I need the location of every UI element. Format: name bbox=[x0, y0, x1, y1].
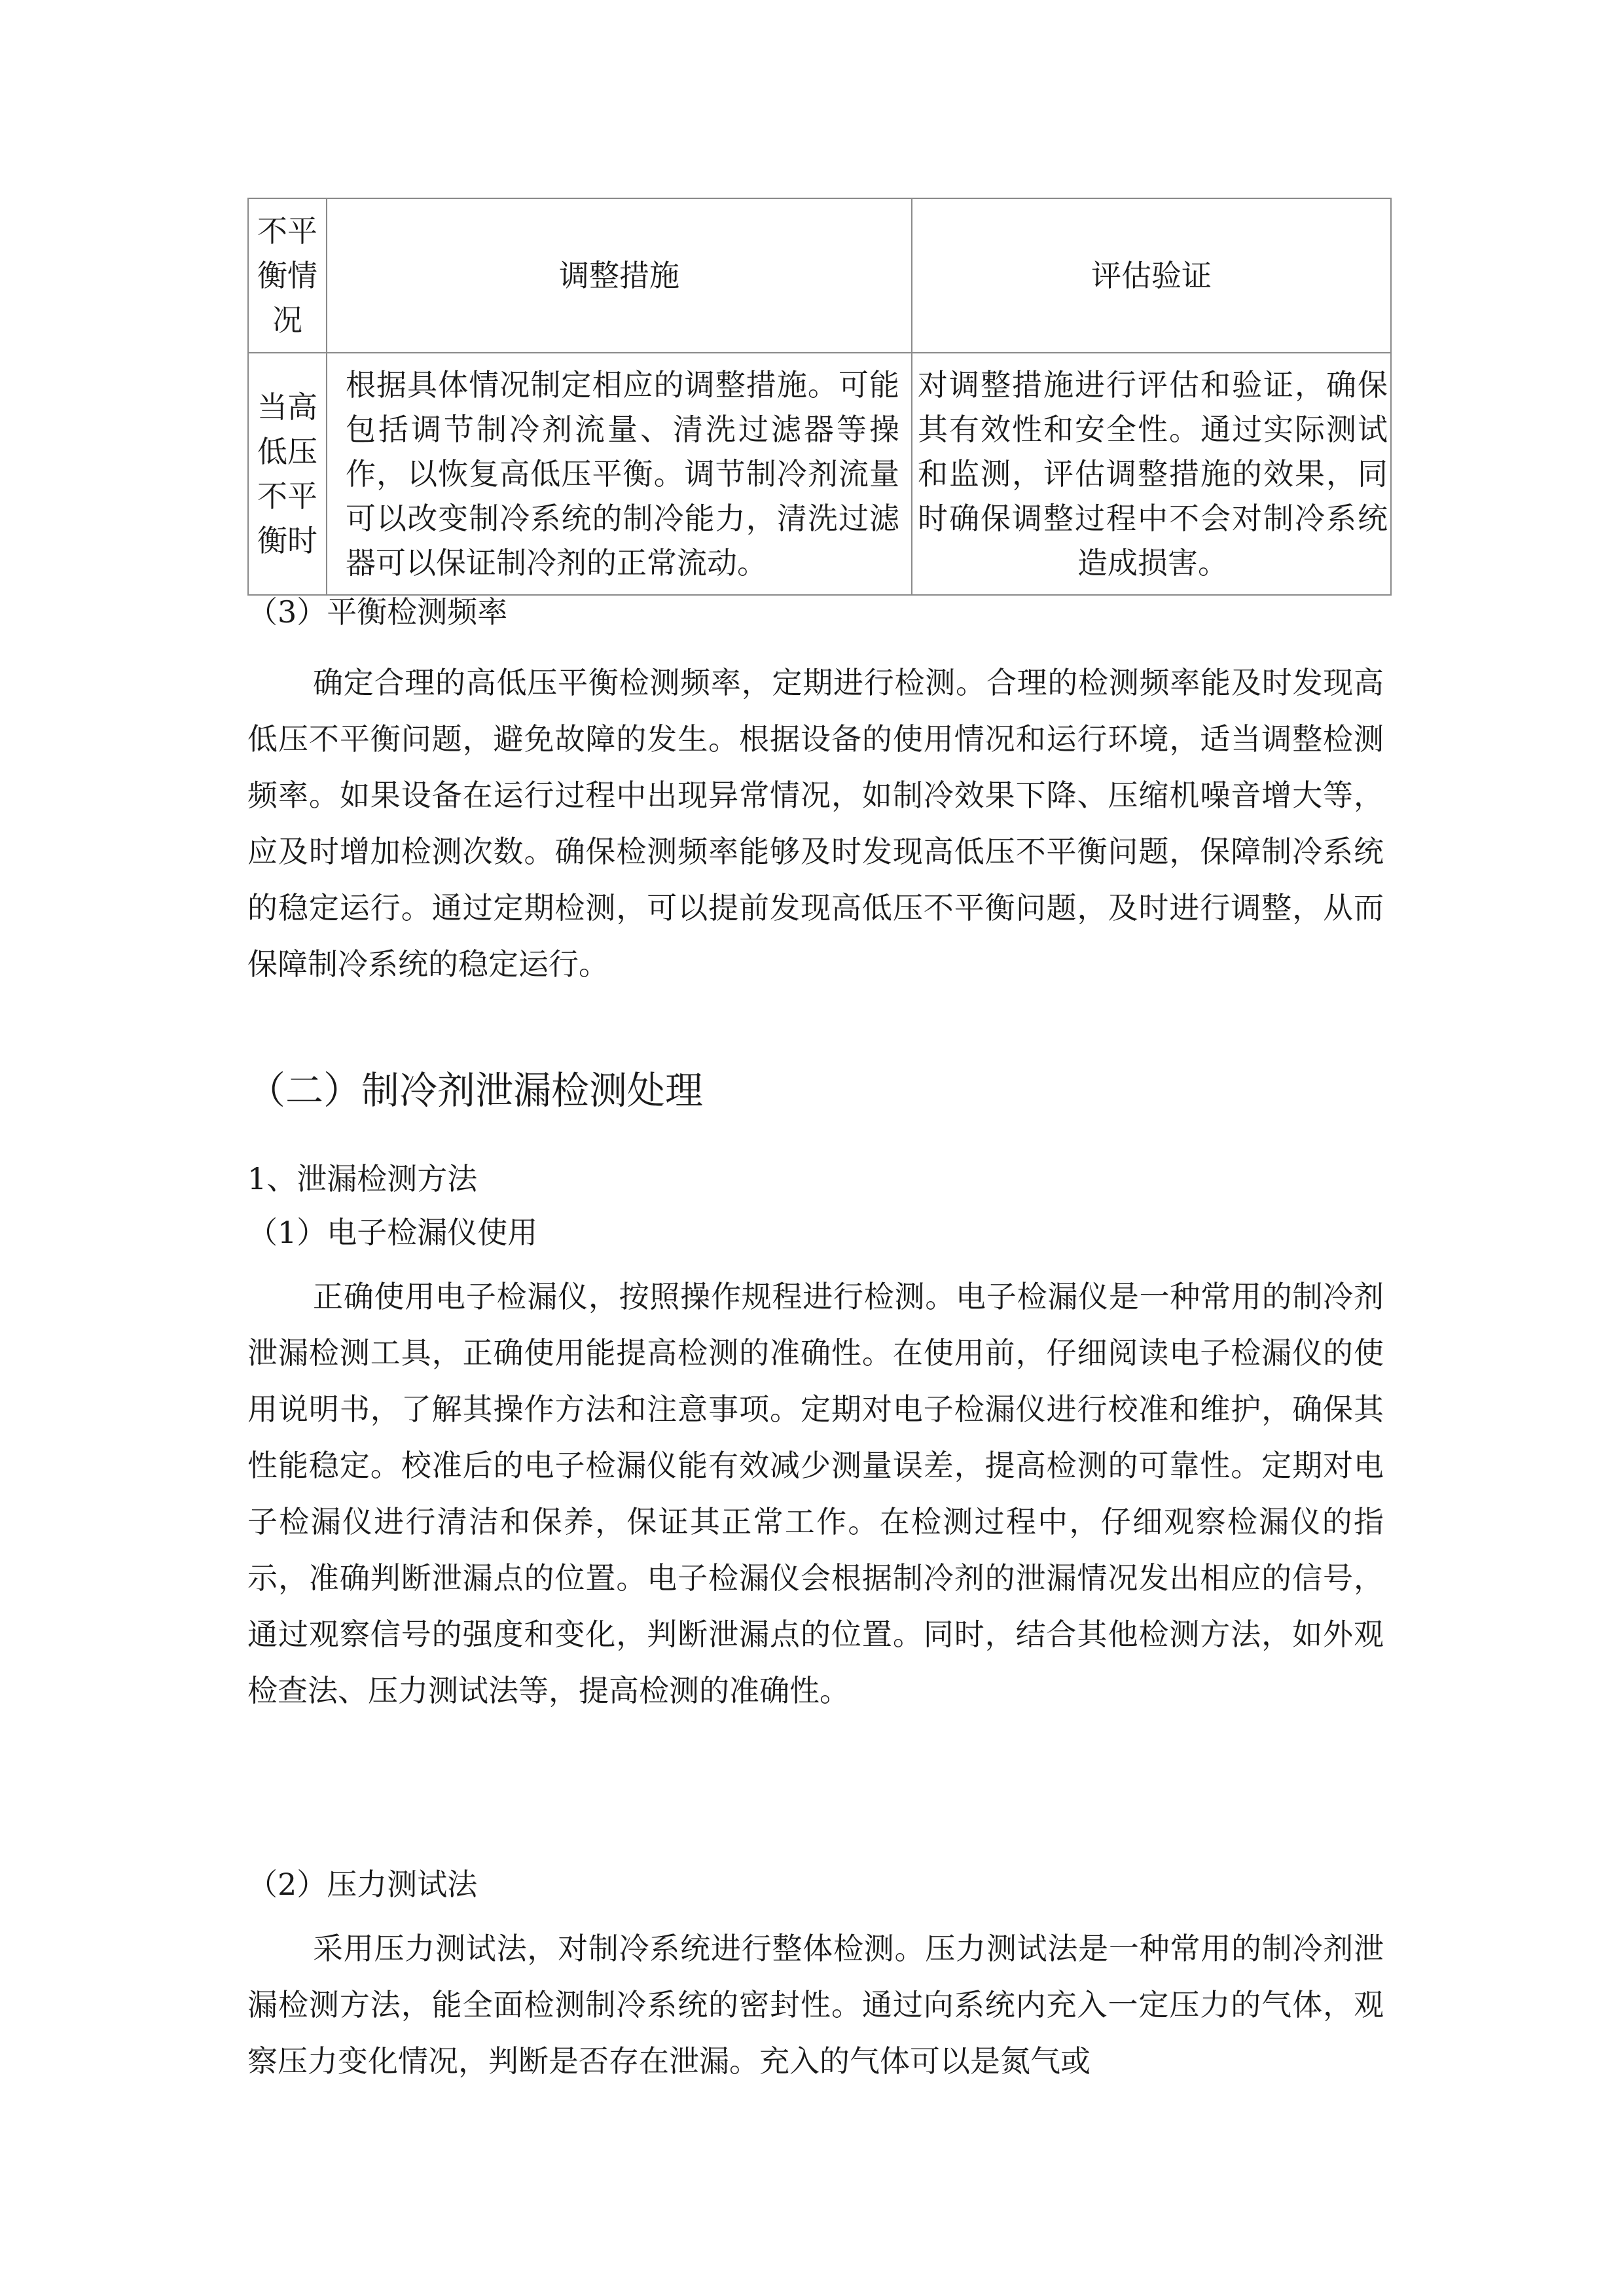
cell-evaluation-verification: 对调整措施进行评估和验证，确保其有效性和安全性。通过实际测试和监测，评估调整措施的效果，同时确保调整过程中不会对制冷系统造成损害。 bbox=[912, 353, 1391, 595]
header-adjustment-measures: 调整措施 bbox=[327, 198, 912, 353]
section-heading-balance-frequency: （3）平衡检测频率 bbox=[247, 594, 508, 630]
table-header-row bbox=[248, 198, 1391, 353]
heading-electronic-leak-detector: （1）电子检漏仪使用 bbox=[247, 1215, 538, 1250]
balance-adjustment-table bbox=[247, 198, 1392, 596]
table-row bbox=[248, 353, 1391, 595]
paragraph-electronic-leak-detector: 正确使用电子检漏仪，按照操作规程进行检测。电子检漏仪是一种常用的制冷剂泄漏检测工具，正确使用能提高检测的准确性。在使用前，仔细阅读电子检漏仪的使用说明书，了解其操作方法和注意事项。定期对电子检漏仪进行校准和维护，确保其性能稳定。校准后的电子检漏仪能有效减少测量误差，提高检测的可靠性。定期对电子检漏仪进行清洁和保养，保证其正常工作。在检测过程中，仔细观察检漏仪的指示，准确判断泄漏点的位置。电子检漏仪会根据制冷剂的泄漏情况发出相应的信号，通过观察信号的强度和变化，判断泄漏点的位置。同时，结合其他检测方法，如外观检查法、压力测试法等，提高检测的准确性。 bbox=[247, 1279, 1384, 1708]
header-imbalance-situation: 不平衡情况 bbox=[248, 198, 327, 353]
heading-pressure-test: （2）压力测试法 bbox=[247, 1867, 478, 1902]
paragraph-pressure-test: 采用压力测试法，对制冷系统进行整体检测。压力测试法是一种常用的制冷剂泄漏检测方法，能全面检测制冷系统的密封性。通过向系统内充入一定压力的气体，观察压力变化情况，判断是否存在泄漏。充入的气体可以是氮气或 bbox=[247, 1931, 1384, 2079]
cell-imbalance-situation: 当高低压不平衡时 bbox=[248, 353, 327, 595]
paragraph-balance-frequency: 确定合理的高低压平衡检测频率，定期进行检测。合理的检测频率能及时发现高低压不平衡问题，避免故障的发生。根据设备的使用情况和运行环境，适当调整检测频率。如果设备在运行过程中出现异常情况，如制冷效果下降、压缩机噪音增大等，应及时增加检测次数。确保检测频率能够及时发现高低压不平衡问题，保障制冷系统的稳定运行。通过定期检测，可以提前发现高低压不平衡问题，及时进行调整，从而保障制冷系统的稳定运行。 bbox=[247, 665, 1384, 982]
heading-leak-detection-methods: 1、泄漏检测方法 bbox=[247, 1161, 478, 1196]
section-heading-refrigerant-leak: （二）制冷剂泄漏检测处理 bbox=[247, 1068, 704, 1113]
cell-adjustment-measures: 根据具体情况制定相应的调整措施。可能包括调节制冷剂流量、清洗过滤器等操作，以恢复高低压平衡。调节制冷剂流量可以改变制冷系统的制冷能力，清洗过滤器可以保证制冷剂的正常流动。 bbox=[327, 353, 912, 595]
header-evaluation-verification: 评估验证 bbox=[912, 198, 1391, 353]
